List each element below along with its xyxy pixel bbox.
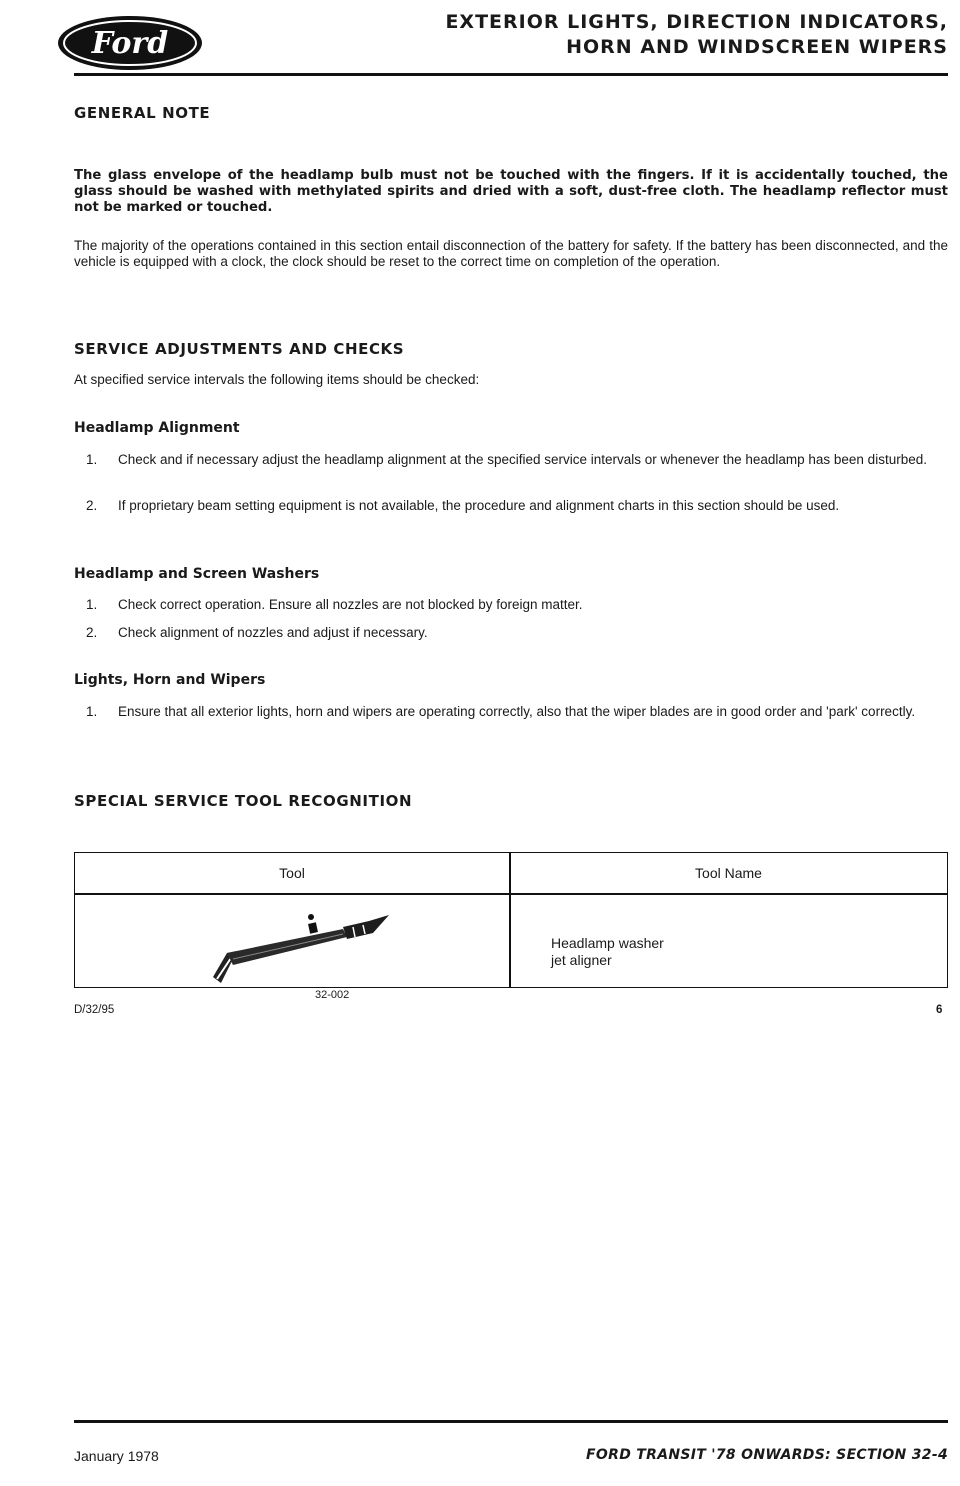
tool-number: 32-002 [315, 989, 350, 1001]
tool-name-line2: jet aligner [551, 952, 612, 968]
tool-name-line1: Headlamp washer [551, 935, 664, 951]
general-note-warning: The glass envelope of the headlamp bulb must not be touched with the fingers. If it is accidentally touched, the glass should be washed with methylated spirits and dried with a soft, dust-free cloth. The headlamp reflector must not be marked or touched. [74, 168, 948, 215]
item-number: 1. [86, 597, 98, 612]
group-title-washers: Headlamp and Screen Washers [74, 566, 320, 582]
item-number: 1. [86, 704, 98, 719]
column-header-tool-name: Tool Name [695, 865, 762, 881]
figure-reference: D/32/95 [74, 1004, 115, 1016]
general-note-heading: GENERAL NOTE [74, 104, 211, 122]
tools-heading: SPECIAL SERVICE TOOL RECOGNITION [74, 792, 413, 810]
header-title-line2: HORN AND WINDSCREEN WIPERS [566, 36, 948, 58]
item-number: 2. [86, 498, 98, 513]
footer-date: January 1978 [74, 1448, 159, 1464]
logo-text: Ford [91, 26, 169, 61]
column-header-tool: Tool [279, 865, 305, 881]
service-heading: SERVICE ADJUSTMENTS AND CHECKS [74, 340, 405, 358]
page-mark: 6 [936, 1004, 943, 1016]
tool-table [74, 852, 948, 1001]
item-text: Check alignment of nozzles and adjust if necessary. [118, 625, 428, 640]
item-number: 1. [86, 452, 98, 467]
page-header-title [445, 10, 948, 60]
ford-logo [56, 14, 204, 72]
group-title-headlamp-alignment: Headlamp Alignment [74, 420, 240, 436]
general-note-body: The majority of the operations contained in this section entail disconnection of the battery for safety. If the battery has been disconnected, and the vehicle is equipped with a clock, the clock should be reset to the correct time on completion of the operation. [74, 238, 948, 269]
item-text: Ensure that all exterior lights, horn and wipers are operating correctly, also that the wiper blades are in good order and 'park' correctly. [118, 704, 916, 719]
header-rule [74, 73, 948, 76]
item-text: Check correct operation. Ensure all nozzles are not blocked by foreign matter. [118, 597, 583, 612]
item-number: 2. [86, 625, 98, 640]
footer-section: FORD TRANSIT '78 ONWARDS: SECTION 32-4 [586, 1447, 948, 1463]
jet-aligner-tool-illustration [193, 903, 423, 989]
service-intro: At specified service intervals the following items should be checked: [74, 372, 480, 387]
footer-rule [74, 1420, 948, 1423]
header-title-line1: EXTERIOR LIGHTS, DIRECTION INDICATORS, [445, 11, 948, 33]
table-divider [75, 893, 947, 895]
item-text: If proprietary beam setting equipment is not available, the procedure and alignment charts in this section should be used. [118, 498, 840, 513]
item-text: Check and if necessary adjust the headlamp alignment at the specified service intervals or whenever the headlamp has been disturbed. [118, 452, 927, 467]
tool-name [551, 935, 664, 969]
group-title-lights-horn-wipers: Lights, Horn and Wipers [74, 672, 266, 688]
